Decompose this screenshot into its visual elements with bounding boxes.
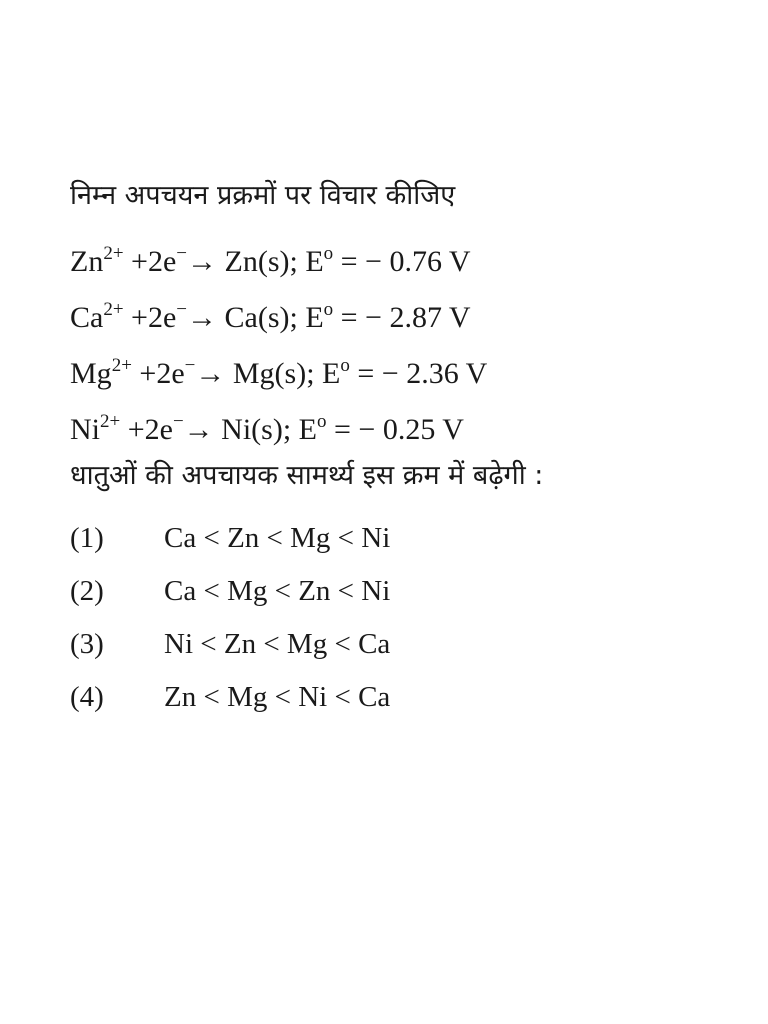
standard-degree-symbol: o — [323, 243, 334, 264]
reaction-ion-charge: 2+ — [111, 355, 132, 376]
standard-degree-symbol: o — [340, 355, 350, 376]
option-number: (3) — [70, 628, 104, 660]
question-block — [70, 178, 730, 724]
reaction-potential: = − 0.25 V — [326, 413, 464, 446]
option-number: (4) — [70, 681, 104, 713]
option-1[interactable] — [70, 512, 730, 565]
reaction-product: → Zn(s); E — [187, 245, 324, 278]
option-text: Ca < Mg < Zn < Ni — [164, 575, 391, 607]
reaction-zn — [70, 234, 730, 290]
electron-charge: − — [172, 411, 184, 432]
reaction-ni — [70, 402, 730, 458]
option-number: (2) — [70, 575, 104, 607]
reaction-mg — [70, 346, 730, 402]
option-4[interactable] — [70, 671, 730, 724]
reaction-ion-charge: 2+ — [103, 243, 124, 264]
electron-charge: − — [184, 355, 196, 376]
option-number: (1) — [70, 522, 104, 554]
reaction-electrons: +2e — [123, 245, 177, 278]
reaction-potential: = − 0.76 V — [333, 245, 471, 278]
reaction-product: → Ca(s); E — [187, 301, 324, 334]
standard-degree-symbol: o — [317, 411, 327, 432]
question-stem: धातुओं की अपचायक सामर्थ्य इस क्रम में बढ़ेगी : — [70, 460, 544, 491]
standard-degree-symbol: o — [323, 299, 334, 320]
reaction-ion: Zn — [70, 245, 104, 278]
reaction-ion: Ni — [70, 413, 100, 446]
reaction-electrons: +2e — [131, 357, 185, 390]
reaction-ion-charge: 2+ — [100, 411, 121, 432]
option-text: Ni < Zn < Mg < Ca — [164, 628, 391, 660]
reaction-ion: Mg — [70, 357, 112, 390]
reaction-product: → Ni(s); E — [183, 413, 317, 446]
reaction-product: → Mg(s); E — [195, 357, 341, 390]
option-text: Ca < Zn < Mg < Ni — [164, 522, 391, 554]
option-3[interactable] — [70, 618, 730, 671]
reaction-ion: Ca — [70, 301, 104, 334]
question-intro: निम्न अपचयन प्रक्रमों पर विचार कीजिए — [70, 180, 456, 211]
reaction-electrons: +2e — [123, 301, 177, 334]
answer-options — [70, 512, 730, 724]
reaction-electrons: +2e — [120, 413, 173, 446]
electron-charge: − — [176, 243, 187, 264]
reaction-ion-charge: 2+ — [103, 299, 124, 320]
option-text: Zn < Mg < Ni < Ca — [164, 681, 391, 713]
reaction-ca — [70, 290, 730, 346]
reaction-potential: = − 2.36 V — [349, 357, 488, 390]
option-2[interactable] — [70, 565, 730, 618]
reaction-potential: = − 2.87 V — [333, 301, 471, 334]
electron-charge: − — [176, 299, 187, 320]
reaction-list — [70, 234, 730, 458]
